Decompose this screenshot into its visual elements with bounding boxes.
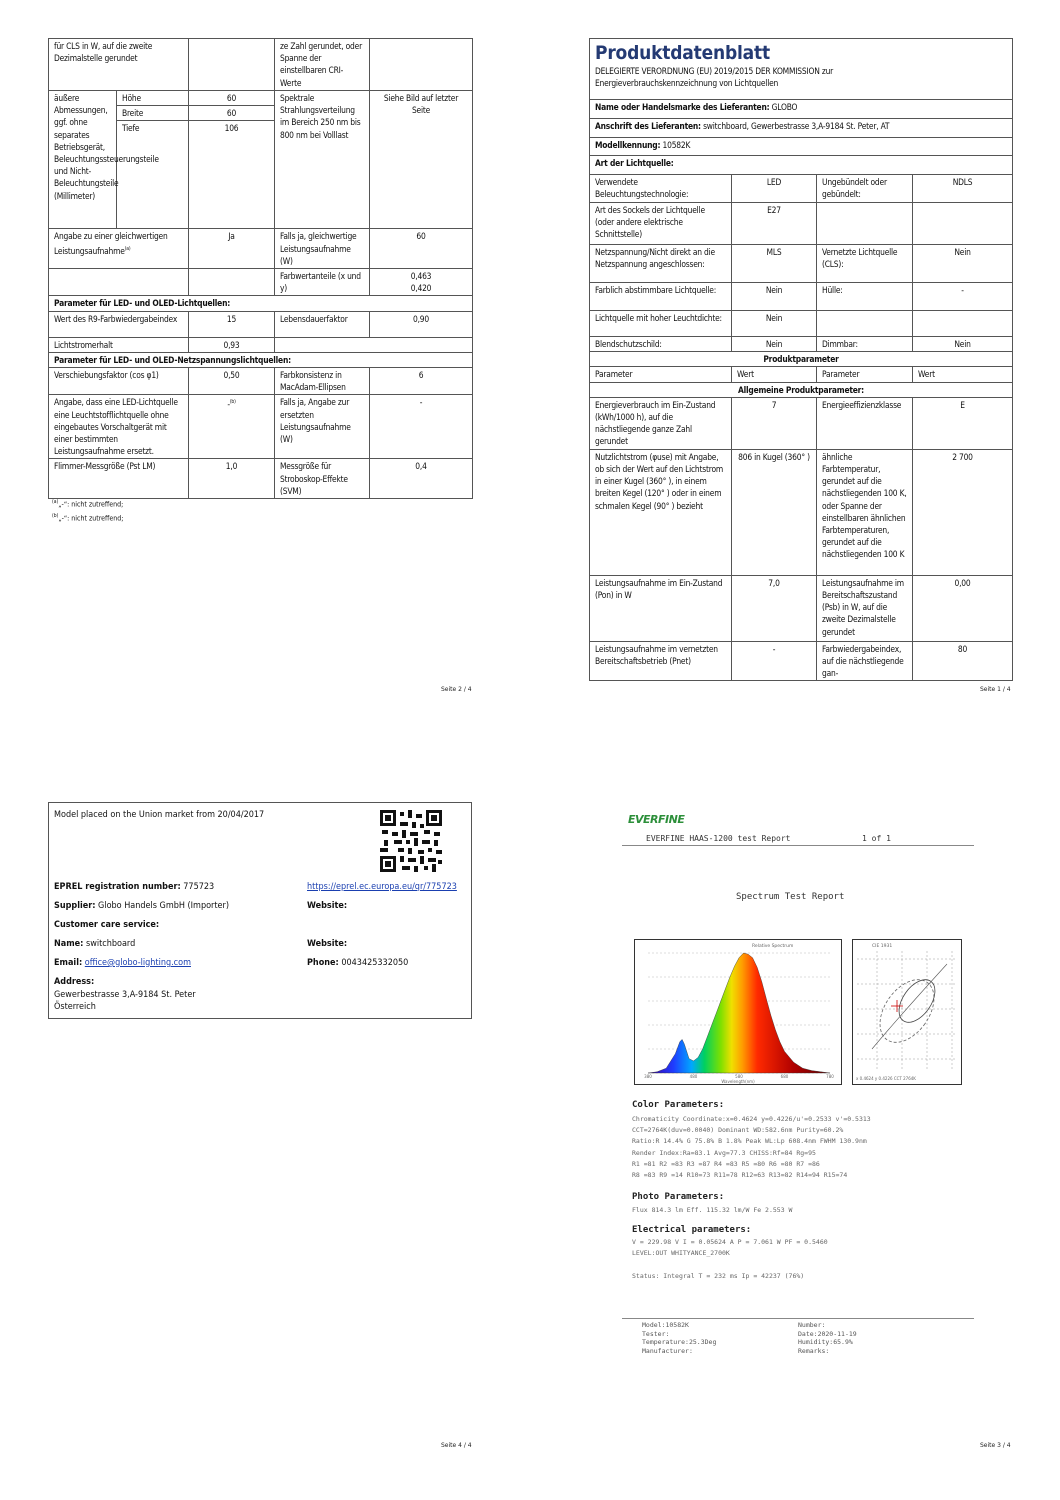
p2-consistency-value: 6 xyxy=(370,368,473,395)
p2-lifetime-label: Lebensdauerfaktor xyxy=(275,311,370,337)
p3-elec-line: LEVEL:OUT WHITYANCE_2700K xyxy=(632,1249,730,1257)
p4-eprel-label: EPREL registration number: xyxy=(54,882,181,892)
p1-pon-label: Leistungsaufnahme im Ein-Zustand (Pon) in W xyxy=(590,575,732,641)
p3-page-number: Seite 3 / 4 xyxy=(980,1442,1011,1449)
p1-cct-label: ähnliche Farbtemperatur, gerundet auf die nächstliegenden 100 K, oder Spanne der einstellbaren ähnlichen Farbtemperaturen, gerundet auf die nächstliegenden 100 K xyxy=(817,449,913,575)
p1-hdr-param2: Parameter xyxy=(817,367,913,382)
spectrum-x-tick: 780 xyxy=(826,1074,834,1079)
p3-elec-title: Electrical parameters: xyxy=(632,1225,752,1235)
p3-color-line: R8 =83 R9 =14 R10=73 R11=78 R12=63 R13=82 R14=94 R15=74 xyxy=(632,1171,848,1180)
p2-svm-label: Messgröße für Stroboskop-Effekte (SVM) xyxy=(275,459,370,499)
p2-replace-label2: Falls ja, Angabe zur ersetzten Leistungsaufnahme (W) xyxy=(275,395,370,459)
p1-address: switchboard, Gewerbestrasse 3,A-9184 St. Peter, AT xyxy=(703,121,890,131)
p2-replace-label: Angabe, dass eine LED-Lichtquelle eine Leuchtstofflichtquelle ohne eingebautes Vorschaltgerät mit einer bestimmten Leistungsaufnahme ersetzt. xyxy=(49,395,189,459)
p1-tech-label: Verwendete Beleuchtungstechnologie: xyxy=(590,175,732,203)
p3-footer-rule xyxy=(622,1318,974,1319)
p2-dims-label: äußere Abmessungen, ggf. ohne separates Betriebsgerät, Beleuchtungssteuerungsteile und Nicht-Beleuchtungsteile (Millimeter) xyxy=(49,91,117,229)
p1-mains-label: Netzspannung/Nicht direkt an die Netzspannung angeschlossen: xyxy=(590,245,732,283)
p1-socket-value: E27 xyxy=(732,203,817,245)
p3-photo-line: Flux 814.3 lm Eff. 115.32 lm/W Fe 2.553 W xyxy=(632,1206,793,1214)
p3-color-lines xyxy=(632,1114,871,1181)
p3-footer-left xyxy=(642,1321,716,1355)
p1-pnet-label: Leistungsaufnahme im vernetzten Bereitschaftsbetrieb (Pnet) xyxy=(590,641,732,681)
p1-cls-value: Nein xyxy=(913,245,1013,283)
spectrum-x-tick: 580 xyxy=(735,1074,743,1079)
p3-color-title: Color Parameters: xyxy=(632,1100,725,1110)
p1-supplier-name-label: Name oder Handelsmarke des Lieferanten: xyxy=(595,102,770,112)
p3-page-of: 1 of 1 xyxy=(862,834,891,843)
p3-footer-item: Date:2020-11-19 xyxy=(798,1329,857,1338)
p3-status: Status: Integral T = 232 ms Ip = 42237 (76%) xyxy=(632,1272,805,1280)
p3-elec-line: V = 229.98 V I = 0.05624 A P = 7.061 W PF = 0.5460 xyxy=(632,1238,828,1246)
p4-supplier-label: Supplier: xyxy=(54,901,96,911)
cie-chart xyxy=(852,939,962,1085)
qr-code-icon[interactable] xyxy=(380,810,442,872)
p1-cri-label: Farbwiedergabeindex, auf die nächstliegende gan- xyxy=(817,641,913,681)
p4-placed: Model placed on the Union market from 20/04/2017 xyxy=(54,810,265,820)
p2-maint-value: 0,93 xyxy=(189,337,275,352)
p1-psb-label: Leistungsaufnahme im Bereitschaftszustand (Psb) in W, auf die zweite Dezimalstelle gerundet xyxy=(817,575,913,641)
p2-chroma-label: Farbwertanteile (x und y) xyxy=(275,269,370,296)
p1-mains-value: MLS xyxy=(732,245,817,283)
p2-section-mains: Parameter für LED- und OLED-Netzspannungslichtquellen: xyxy=(49,352,473,367)
p3-title: Spectrum Test Report xyxy=(736,892,845,902)
p2-chroma-values xyxy=(370,269,473,296)
p1-general-params: Allgemeine Produktparameter: xyxy=(590,382,1013,397)
p1-cri-value: 80 xyxy=(913,641,1013,681)
p3-footer-item: Number: xyxy=(798,1321,826,1329)
p1-pnet-value: - xyxy=(732,641,817,681)
spectrum-x-tick: 680 xyxy=(780,1074,789,1079)
p2-chroma-y: 0,420 xyxy=(410,283,432,294)
p1-supplier-name: GLOBO xyxy=(771,102,798,112)
p2-r9-value: 15 xyxy=(189,311,275,337)
p1-flux-value: 806 in Kugel (360° ) xyxy=(732,449,817,575)
spectrum-x-tick: 380 xyxy=(644,1074,652,1079)
p2-equiv-value2: 60 xyxy=(370,229,473,269)
p1-hdr-param: Parameter xyxy=(590,367,732,382)
p2-height-value: 60 xyxy=(189,91,275,106)
p4-email-label: Email: xyxy=(54,958,83,968)
p2-equiv-label: Angabe zu einer gleichwertigen Leistungsaufnahme xyxy=(54,231,168,256)
p1-dimmable-value: Nein xyxy=(913,337,1013,352)
p1-page-number: Seite 1 / 4 xyxy=(980,686,1011,693)
spectrum-chart xyxy=(634,939,842,1085)
p2-footnote-b-sup: (b) xyxy=(52,513,59,519)
p3-footer-item: Temperature:25.3Deg xyxy=(642,1338,717,1347)
p4-phone-label: Phone: xyxy=(307,958,339,968)
p2-replace-value2: - xyxy=(370,395,473,459)
p2-shift-label: Verschiebungsfaktor (cos φ1) xyxy=(49,368,189,395)
p3-footer-item: Humidity:65.9% xyxy=(798,1338,853,1347)
p4-phone xyxy=(307,958,408,968)
p1-highlum-value: Nein xyxy=(732,311,817,337)
p1-pon-value: 7,0 xyxy=(732,575,817,641)
p4-page-number: Seite 4 / 4 xyxy=(441,1442,472,1449)
p1-cct-value: 2 700 xyxy=(913,449,1013,575)
p3-color-line: Render Index:Ra=83.1 Avg=77.3 CHISS:Rf=84 Rg=95 xyxy=(632,1148,816,1157)
p3-color-line: CCT=2764K(duv=0.0040) Dominant WD:582.6nm Purity=60.2% xyxy=(632,1126,844,1135)
p2-footnote-b-text: „-“: nicht zutreffend; xyxy=(58,514,124,523)
p4-name xyxy=(54,939,135,949)
p3-footer-item: Remarks: xyxy=(798,1346,830,1355)
p1-dimmable-label: Dimmbar: xyxy=(817,337,913,352)
p4-phone-value: 0043425332050 xyxy=(341,958,409,968)
p2-footnote-a-text: „-“: nicht zutreffend; xyxy=(58,500,124,509)
p2-chroma-x: 0,463 xyxy=(410,271,432,282)
p1-bundled-value: NDLS xyxy=(913,175,1013,203)
p3-color-line: Chromaticity Coordinate:x=0.4624 y=0.4226/u'=0.2533 v'=0.5313 xyxy=(632,1115,871,1123)
p2-depth-value: 106 xyxy=(189,121,275,229)
everfine-logo: EVERFINE xyxy=(628,813,685,826)
p1-coloradj-value: Nein xyxy=(732,283,817,311)
p2-equiv-value: Ja xyxy=(189,229,275,269)
p4-supplier-value: Globo Handels GmbH (Importer) xyxy=(98,901,230,911)
spectrum-chart-label: Relative Spectrum xyxy=(752,944,794,949)
p1-hdr-value: Wert xyxy=(732,367,817,382)
p2-height-label: Höhe xyxy=(117,91,189,106)
p1-glare-label: Blendschutzschild: xyxy=(590,337,732,352)
p1-bundled-label: Ungebündelt oder gebündelt: xyxy=(817,175,913,203)
p1-glare-value: Nein xyxy=(732,337,817,352)
p1-envelope-label: Hülle: xyxy=(817,283,913,311)
p2-r9-label: Wert des R9-Farbwiedergabeindex xyxy=(49,311,189,337)
p3-color-line: Ratio:R 14.4% G 75.8% B 1.8% Peak WL:Lp 608.4nm FWHM 130.9nm xyxy=(632,1137,867,1146)
p2-width-label: Breite xyxy=(117,106,189,121)
p4-care-label: Customer care service: xyxy=(54,920,160,930)
p1-coloradj-label: Farblich abstimmbare Lichtquelle: xyxy=(590,283,732,311)
p2-spectral-label: Spektrale Strahlungsverteilung im Bereich 250 nm bis 800 nm bei Volllast xyxy=(275,91,370,229)
cie-label: CIE 1931 xyxy=(872,944,893,949)
p2-section-led: Parameter für LED- und OLED-Lichtquellen: xyxy=(49,296,473,311)
p3-report-header: EVERFINE HAAS-1200 test Report xyxy=(646,834,791,843)
p4-supplier xyxy=(54,901,229,911)
p4-email xyxy=(54,958,191,968)
p3-footer-item: Tester: xyxy=(642,1329,670,1338)
p1-hdr-value2: Wert xyxy=(913,367,1013,382)
p1-product-params: Produktparameter xyxy=(590,352,1013,367)
p4-website2-label: Website: xyxy=(307,939,348,949)
p4-website-label: Website: xyxy=(307,901,348,911)
p4-eprel xyxy=(54,882,214,892)
p2-spectral-value: Siehe Bild auf letzter Seite xyxy=(370,91,473,229)
p2-flicker-value: 1,0 xyxy=(189,459,275,499)
p2-equiv-sup: (a) xyxy=(124,245,131,252)
p2-replace-value: - xyxy=(227,399,230,410)
p1-energy-label: Energieverbrauch im Ein-Zustand (kWh/1000 h), auf die nächstliegende ganze Zahl gerundet xyxy=(590,397,732,449)
p2-consistency-label: Farbkonsistenz in MacAdam-Ellipsen xyxy=(275,368,370,395)
p1-psb-value: 0,00 xyxy=(913,575,1013,641)
p2-replace-sup: (b) xyxy=(229,399,236,406)
p4-eprel-link[interactable]: https://eprel.ec.europa.eu/qr/775723 xyxy=(307,882,457,892)
p2-footnote-a xyxy=(52,499,123,508)
p1-flux-label: Nutzlichtstrom (φuse) mit Angabe, ob sich der Wert auf den Lichtstrom in einer Kugel (360° ), in einem breiten Kegel (120° ) oder in einem schmalen Kegel (90° ) bezieht xyxy=(590,449,732,575)
p1-model-label: Modellkennung: xyxy=(595,140,661,150)
p3-photo-title: Photo Parameters: xyxy=(632,1192,725,1202)
spectrum-x-tick: 480 xyxy=(689,1074,698,1079)
p1-envelope-value: - xyxy=(913,283,1013,311)
p2-lifetime-value: 0,90 xyxy=(370,311,473,337)
p3-color-line: R1 =81 R2 =83 R3 =87 R4 =83 R5 =80 R6 =80 R7 =86 xyxy=(632,1159,820,1168)
p1-highlum-label: Lichtquelle mit hoher Leuchtdichte: xyxy=(590,311,732,337)
page2-table xyxy=(48,38,473,499)
p1-title: Produktdatenblatt xyxy=(595,42,770,64)
p2-r1-label2: ze Zahl gerundet, oder Spanne der einstellbaren CRI-Werte xyxy=(275,39,370,91)
p1-regulation: DELEGIERTE VERORDNUNG (EU) 2019/2015 DER KOMMISSION zur Energieverbrauchskennzeichnung von Lichtquellen xyxy=(595,66,834,89)
p4-name-value: switchboard xyxy=(86,939,136,949)
p2-shift-value: 0,50 xyxy=(189,368,275,395)
p1-energy-value: 7 xyxy=(732,397,817,449)
p1-socket-label: Art des Sockels der Lichtquelle (oder andere elektrische Schnittstelle) xyxy=(590,203,732,245)
p2-width-value: 60 xyxy=(189,106,275,121)
p2-svm-value: 0,4 xyxy=(370,459,473,499)
p4-address-line1: Gewerbestrasse 3,A-9184 St. Peter xyxy=(54,990,196,1000)
p2-footnote-a-sup: (a) xyxy=(52,499,59,505)
p4-eprel-value: 775723 xyxy=(183,882,215,892)
p1-cls-label: Vernetzte Lichtquelle (CLS): xyxy=(817,245,913,283)
p2-equiv-label2: Falls ja, gleichwertige Leistungsaufnahme (W) xyxy=(275,229,370,269)
p4-address-label: Address: xyxy=(54,977,95,987)
p4-email-link[interactable]: office@globo-lighting.com xyxy=(84,958,191,968)
p1-eeclass-label: Energieeffizienzklasse xyxy=(817,397,913,449)
p3-elec-lines xyxy=(632,1237,828,1259)
p4-name-label: Name: xyxy=(54,939,84,949)
p4-address-line2: Österreich xyxy=(54,1002,96,1012)
p2-depth-label: Tiefe xyxy=(117,121,189,229)
p1-model: 10582K xyxy=(662,140,691,150)
p2-footnote-b xyxy=(52,513,123,522)
p2-r1-label: für CLS in W, auf die zweite Dezimalstelle gerundet xyxy=(49,39,189,91)
cie-bottom-label: x 0.4624 y 0.4226 CCT 2764K xyxy=(856,1076,916,1081)
p2-flicker-label: Flimmer-Messgröße (Pst LM) xyxy=(49,459,189,499)
p1-eeclass-value: E xyxy=(913,397,1013,449)
p3-footer-item: Model:10582K xyxy=(642,1321,689,1329)
p2-maint-label: Lichtstromerhalt xyxy=(49,337,189,352)
p1-tech-value: LED xyxy=(732,175,817,203)
page1-table xyxy=(589,38,1013,681)
p2-page-number: Seite 2 / 4 xyxy=(441,686,472,693)
p3-header-rule xyxy=(622,845,974,846)
p1-type-label: Art der Lichtquelle: xyxy=(590,156,1013,175)
p3-footer-item: Manufacturer: xyxy=(642,1346,693,1355)
p1-address-label: Anschrift des Lieferanten: xyxy=(595,121,701,131)
spectrum-xlabel: Wavelength(nm) xyxy=(721,1079,755,1084)
p3-footer-right xyxy=(798,1321,857,1355)
